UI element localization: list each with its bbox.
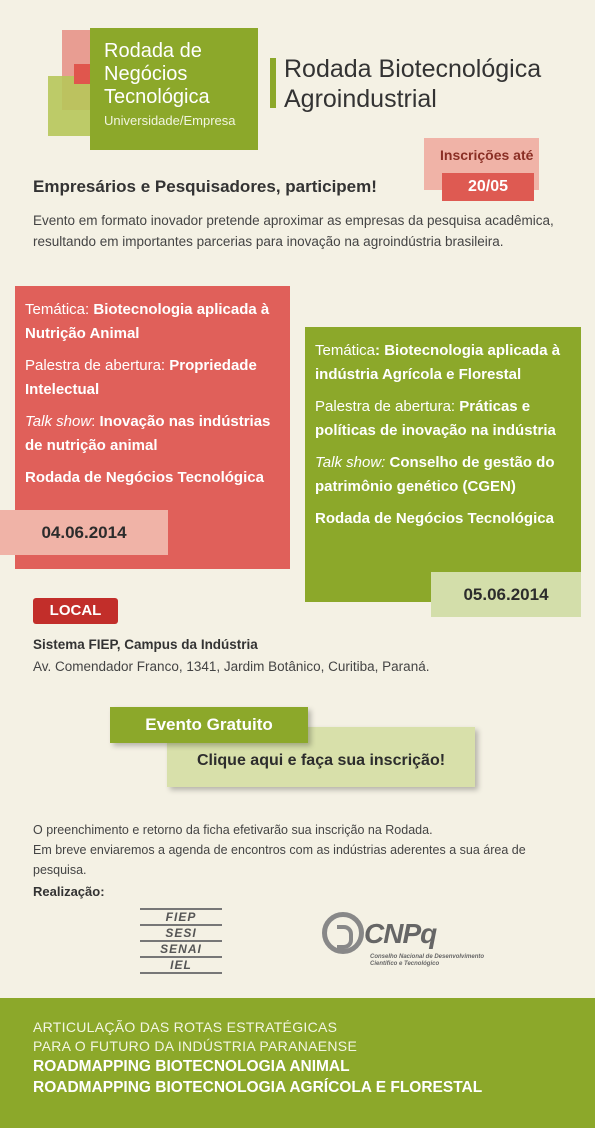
location-badge: LOCAL (33, 598, 118, 624)
registration-date: 20/05 (442, 173, 534, 201)
footer-line: PARA O FUTURO DA INDÚSTRIA PARANAENSE (33, 1038, 358, 1054)
location-name: Sistema FIEP, Campus da Indústria (33, 637, 258, 652)
page-title (284, 54, 541, 114)
footer-line: ROADMAPPING BIOTECNOLOGIA ANIMAL (33, 1058, 350, 1075)
title-line: Rodada Biotecnológica (284, 55, 542, 83)
day1-date: 04.06.2014 (0, 510, 168, 555)
fiep-logo-row: SENAI (140, 940, 222, 956)
free-event-badge: Evento Gratuito (110, 707, 308, 743)
fiep-logo-row: FIEP (140, 908, 222, 924)
sponsors-label: Realização: (33, 884, 105, 899)
cnpq-logo-subtitle: Conselho Nacional de Desenvolvimento Científico e Tecnológico (370, 954, 485, 967)
register-button-label[interactable]: Clique aqui e faça sua inscrição! (196, 752, 446, 769)
footer-line: ROADMAPPING BIOTECNOLOGIA AGRÍCOLA E FLORESTAL (33, 1079, 483, 1096)
fiep-logo-row: IEL (140, 956, 222, 974)
location-address: Av. Comendador Franco, 1341, Jardim Botânico, Curitiba, Paraná. (33, 659, 430, 674)
event-logo (90, 28, 258, 150)
day1-round: Rodada de Negócios Tecnológica (25, 469, 264, 486)
registration-note (33, 820, 578, 880)
registration-label: Inscrições até (440, 147, 534, 163)
footer-line: ARTICULAÇÃO DAS ROTAS ESTRATÉGICAS (33, 1019, 338, 1035)
logo-line: Rodada de (104, 40, 202, 62)
logo-subtitle: Universidade/Empresa (104, 113, 236, 128)
day2-date: 05.06.2014 (431, 572, 581, 617)
day1-theme: Temática: Biotecnologia aplicada à Nutrição Animal (25, 301, 270, 342)
day2-card (305, 327, 581, 602)
cnpq-logo-icon (322, 912, 364, 954)
day2-round: Rodada de Negócios Tecnológica (315, 510, 554, 527)
title-line: Agroindustrial (284, 85, 437, 113)
note-line: O preenchimento e retorno da ficha efetivarão sua inscrição na Rodada. (33, 823, 433, 837)
day2-theme: Temática: Biotecnologia aplicada à indústria Agrícola e Florestal (315, 342, 561, 383)
logo-line: Tecnológica (104, 86, 210, 108)
day2-talk: Palestra de abertura: Práticas e políticas de inovação na indústria (315, 398, 556, 439)
day2-show: Talk show: Conselho de gestão do patrimônio genético (CGEN) (315, 454, 555, 495)
day1-show: Talk show: Inovação nas indústrias de nutrição animal (25, 413, 271, 454)
note-line: Em breve enviaremos a agenda de encontros com as indústrias aderentes a sua área de pesquisa. (33, 843, 526, 877)
logo-line: Negócios (104, 63, 188, 85)
fiep-logo (140, 908, 222, 974)
cnpq-logo-text: CNPq (364, 918, 437, 949)
headline: Empresários e Pesquisadores, participem! (33, 177, 377, 196)
day1-talk: Palestra de abertura: Propriedade Intelectual (25, 357, 257, 398)
footer-banner (0, 998, 595, 1128)
intro-text: Evento em formato inovador pretende aproximar as empresas da pesquisa acadêmica, resultando em importantes parcerias para inovação na agroindústria brasileira. (33, 213, 554, 249)
title-accent-bar (270, 58, 276, 108)
fiep-logo-row: SESI (140, 924, 222, 940)
